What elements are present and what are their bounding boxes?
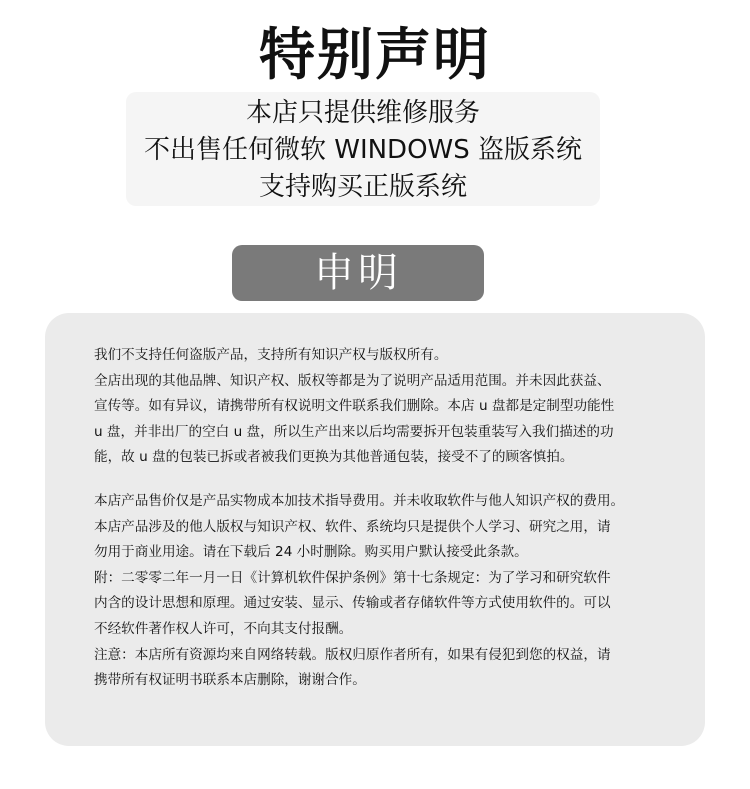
statement-line: 本店产品涉及的他人版权与知识产权、软件、系统均只是提供个人学习、研究之用，请	[94, 518, 611, 535]
statement-line: 不经软件著作权人许可，不向其支付报酬。	[94, 620, 353, 637]
notice-line: 不出售任何微软 WINDOWS 盗版系统	[143, 135, 583, 165]
notice-line: 支持购买正版系统	[258, 172, 467, 202]
statement-line: 注意：本店所有资源均来自网络转载。版权归原作者所有，如果有侵犯到您的权益，请	[94, 646, 611, 663]
statement-line: 全店出现的其他品牌、知识产权、版权等都是为了说明产品适用范围。并未因此获益、	[94, 372, 611, 389]
notice-line: 本店只提供维修服务	[245, 98, 480, 128]
statement-paragraph-1	[94, 343, 665, 471]
statement-line: 携带所有权证明书联系本店删除，谢谢合作。	[94, 672, 366, 689]
statement-line: 勿用于商业用途。请在下载后 24 小时删除。购买用户默认接受此条款。	[94, 544, 528, 561]
statement-line: 宣传等。如有异议，请携带所有权说明文件联系我们删除。本店 u 盘都是定制型功能性	[94, 398, 615, 415]
statement-line: u 盘，并非出厂的空白 u 盘，所以生产出来以后均需要拆开包装重装写入我们描述的功	[94, 423, 614, 440]
statement-line: 本店产品售价仅是产品实物成本加技术指导费用。并未收取软件与他人知识产权的费用。	[94, 492, 625, 509]
statement-box	[45, 313, 705, 746]
statement-line: 附：二零零二年一月一日《计算机软件保护条例》第十七条规定：为了学习和研究软件	[94, 569, 611, 586]
statement-line: 内含的设计思想和原理。通过安装、显示、传输或者存储软件等方式使用软件的。可以	[94, 595, 611, 612]
notice-box	[126, 92, 600, 206]
statement-line: 我们不支持任何盗版产品，支持所有知识产权与版权所有。	[94, 347, 448, 363]
statement-line: 能，故 u 盘的包装已拆或者被我们更换为其他普通包装，接受不了的顾客慎拍。	[94, 449, 574, 466]
page-title: 特别声明	[259, 23, 491, 88]
statement-paragraph-2	[94, 489, 665, 694]
statement-banner: 申明	[232, 245, 484, 301]
